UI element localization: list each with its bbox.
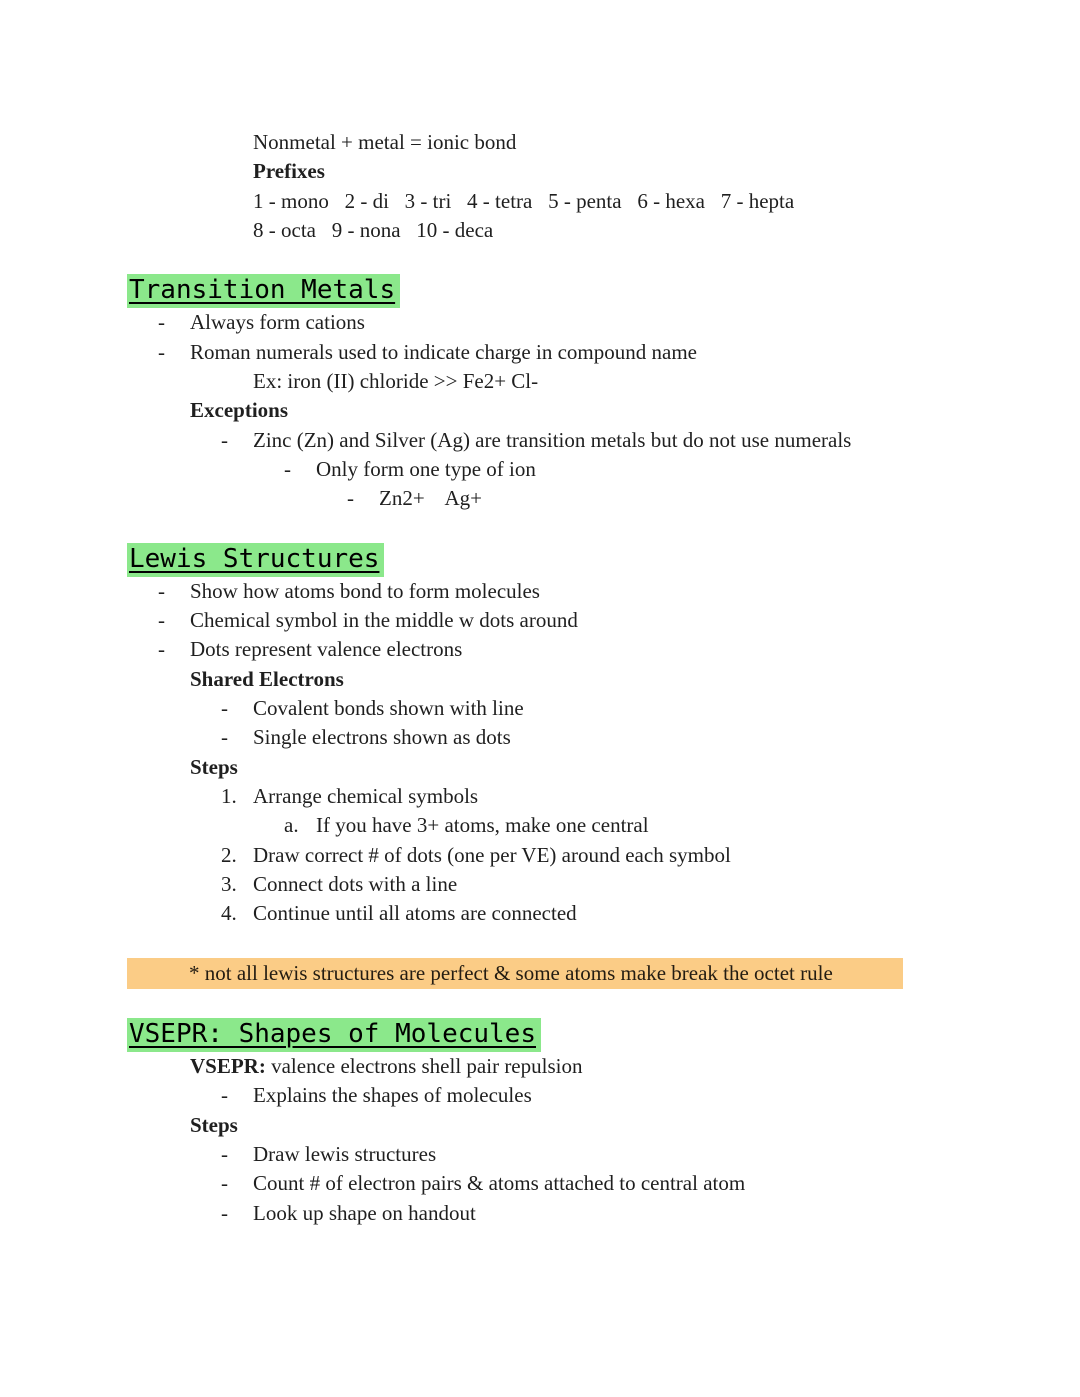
list-marker: - (158, 608, 165, 633)
list-marker: - (347, 486, 354, 511)
text-line: Nonmetal + metal = ionic bond (253, 130, 517, 154)
text-line-row (127, 811, 957, 840)
blank-line (127, 514, 957, 543)
text-line-row (127, 723, 957, 752)
text-line: Single electrons shown as dots (253, 725, 511, 750)
text-line: Count # of electron pairs & atoms attached to central atom (253, 1171, 746, 1196)
list-marker: 3. (221, 871, 237, 896)
blank-line (127, 989, 957, 1018)
list-marker: - (158, 339, 165, 364)
text-line: 1 - mono 2 - di 3 - tri 4 - tetra 5 - penta 6 - hexa 7 - hepta (253, 188, 795, 213)
text-line-row (127, 635, 957, 664)
text-line: Connect dots with a line (253, 871, 458, 896)
text-line-row (127, 367, 957, 396)
text-line: Always form cations (190, 310, 365, 335)
list-marker: - (158, 310, 165, 335)
callout-note (127, 958, 903, 989)
text-line-row (127, 1169, 957, 1198)
section-heading-row (127, 1018, 957, 1052)
text-line-row (127, 841, 957, 870)
text-line: Shared Electrons (190, 666, 344, 691)
text-line-row (127, 128, 957, 157)
list-marker: - (221, 427, 228, 452)
text-line: 8 - octa 9 - nona 10 - deca (253, 217, 494, 242)
text-line-row (127, 338, 957, 367)
text-line-row (127, 1052, 957, 1081)
text-line-row (127, 484, 957, 513)
section-heading-row (127, 274, 957, 308)
text-line: Continue until all atoms are connected (253, 901, 577, 926)
document-body (127, 128, 957, 1228)
text-line-row (127, 396, 957, 425)
text-line: Zn2+ Ag+ (379, 486, 483, 511)
text-line-row (127, 606, 957, 635)
text-line: If you have 3+ atoms, make one central (316, 813, 649, 838)
text-line: Chemical symbol in the middle w dots around (190, 608, 578, 633)
text-line-row (127, 694, 957, 723)
list-marker: - (221, 1083, 228, 1108)
text-line-row (127, 187, 957, 216)
list-marker: - (221, 725, 228, 750)
section-heading: VSEPR: Shapes of Molecules (127, 1018, 541, 1052)
text-line: Covalent bonds shown with line (253, 696, 524, 721)
text-line: Look up shape on handout (253, 1200, 476, 1225)
blank-line (127, 245, 957, 274)
blank-line (127, 928, 957, 957)
text-line-row (127, 899, 957, 928)
text-line: valence electrons shell pair repulsion (265, 1054, 583, 1079)
bold-lead-in: VSEPR: (190, 1054, 266, 1079)
text-line: Dots represent valence electrons (190, 637, 463, 662)
callout-text: * not all lewis structures are perfect & some atoms make break the octet rule (189, 960, 833, 985)
section-heading-row (127, 543, 957, 577)
text-line: Steps (190, 1112, 238, 1137)
text-line: Show how atoms bond to form molecules (190, 578, 540, 603)
text-line-row (127, 870, 957, 899)
text-line-row (127, 157, 957, 186)
list-marker: - (158, 637, 165, 662)
list-marker: - (158, 578, 165, 603)
list-marker: 2. (221, 842, 237, 867)
text-line: Only form one type of ion (316, 456, 536, 481)
text-line: Zinc (Zn) and Silver (Ag) are transition metals but do not use numerals (253, 427, 852, 452)
list-marker: 4. (221, 901, 237, 926)
text-line-row (127, 782, 957, 811)
text-line-row (127, 216, 957, 245)
text-line-row (127, 1111, 957, 1140)
text-line-row (127, 1081, 957, 1110)
text-line-row (127, 1199, 957, 1228)
list-marker: - (221, 1141, 228, 1166)
list-marker: - (221, 696, 228, 721)
text-line: Draw lewis structures (253, 1141, 437, 1166)
text-line: Steps (190, 754, 238, 779)
text-line-row (127, 577, 957, 606)
text-line-row (127, 753, 957, 782)
text-line-row (127, 455, 957, 484)
list-marker: a. (284, 813, 299, 838)
list-marker: - (284, 456, 291, 481)
text-line-row (127, 308, 957, 337)
text-line-row (127, 426, 957, 455)
list-marker: 1. (221, 783, 237, 808)
text-line: Roman numerals used to indicate charge in compound name (190, 339, 697, 364)
text-line: Explains the shapes of molecules (253, 1083, 532, 1108)
text-line: Arrange chemical symbols (253, 783, 479, 808)
text-line-row (127, 1140, 957, 1169)
list-marker: - (221, 1171, 228, 1196)
text-line: Exceptions (190, 398, 289, 423)
text-line: Prefixes (253, 159, 325, 184)
text-line-row (127, 665, 957, 694)
text-line: Ex: iron (II) chloride >> Fe2+ Cl- (253, 369, 539, 394)
text-line: Draw correct # of dots (one per VE) around each symbol (253, 842, 731, 867)
section-heading: Lewis Structures (127, 543, 384, 577)
section-heading: Transition Metals (127, 274, 400, 308)
list-marker: - (221, 1200, 228, 1225)
